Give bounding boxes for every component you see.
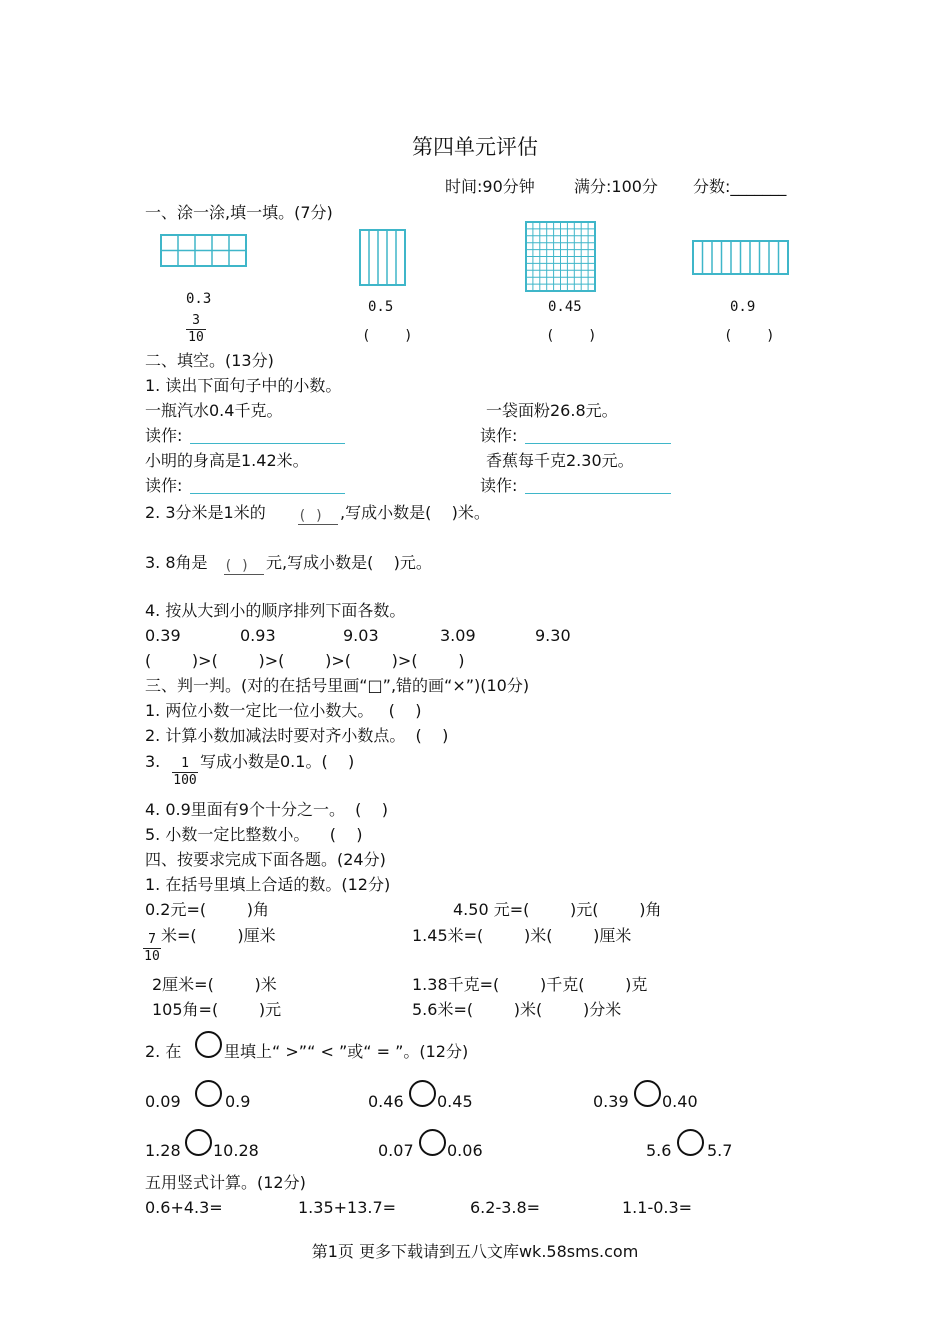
s3-question-2: 2. 计算小数加减法时要对齐小数点。 ( ) (145, 726, 449, 745)
number-item: 0.93 (240, 626, 276, 645)
figure-3-answer[interactable]: ( ) (546, 328, 597, 344)
conversion-row-1b: 4.50 元=( )元( )角 (453, 900, 662, 919)
blank-text: ( ) (224, 558, 250, 574)
read-as-label-a: 读作: (145, 426, 183, 445)
full-score-label: 满分:100分 (574, 177, 658, 196)
s2-q3-fraction-blank[interactable] (224, 558, 268, 584)
fraction-denominator: 10 (144, 949, 160, 961)
s2-q2-fraction-blank[interactable] (298, 508, 342, 534)
grid-figure-1 (160, 234, 248, 268)
s4-question-2-suffix: 里填上“ >”“ < ”或“ = ”。(12分) (224, 1042, 469, 1061)
compare-right: 0.40 (662, 1092, 698, 1111)
compare-left: 0.39 (593, 1092, 629, 1111)
s3-question-3-prefix: 3. (145, 752, 161, 771)
s3-q3-fraction (172, 757, 198, 785)
s2-q1-sentence-b: 一袋面粉26.8元。 (486, 401, 618, 420)
conversion-row-4b: 5.6米=( )米( )分米 (412, 1000, 622, 1019)
number-item: 9.30 (535, 626, 571, 645)
read-as-line-b[interactable] (525, 443, 671, 444)
fraction-numerator: 7 (148, 933, 156, 947)
s2-q1-sentence-a: 一瓶汽水0.4千克。 (145, 401, 283, 420)
compare-left: 5.6 (646, 1141, 672, 1160)
read-as-line-a[interactable] (190, 443, 345, 444)
s2-question-4: 4. 按从大到小的顺序排列下面各数。 (145, 601, 406, 620)
grid-figure-3 (525, 221, 596, 292)
conversion-row-3b: 1.38千克=( )千克( )克 (412, 975, 648, 994)
compare-circle[interactable] (195, 1080, 222, 1107)
section-5-heading: 五用竖式计算。(12分) (145, 1173, 306, 1192)
s3-question-4: 4. 0.9里面有9个十分之一。 ( ) (145, 800, 388, 819)
figure-2-answer[interactable]: ( ) (362, 328, 413, 344)
conversion-row-2a: 米=( )厘米 (161, 926, 276, 945)
s2-q1-sentence-d: 香蕉每千克2.30元。 (486, 451, 634, 470)
s2-question-3-prefix: 3. 8角是 (145, 553, 208, 572)
section-3-heading: 三、判一判。(对的在括号里画“□”,错的画“×”)(10分) (145, 676, 530, 695)
conversion-row-4a: 105角=( )元 (152, 1000, 282, 1019)
compare-left: 0.09 (145, 1092, 181, 1111)
compare-left: 1.28 (145, 1141, 181, 1160)
score-label: 分数:_______ (693, 177, 787, 196)
s3-question-3-suffix: 写成小数是0.1。( ) (200, 752, 355, 771)
compare-circle[interactable] (419, 1129, 446, 1156)
s4-r2-fraction (143, 933, 161, 961)
conversion-row-2b: 1.45米=( )米( )厘米 (412, 926, 632, 945)
figure-2-value: 0.5 (368, 299, 394, 315)
page-footer: 第1页 更多下载请到五八文库wk.58sms.com (311, 1242, 639, 1261)
read-as-line-c[interactable] (190, 493, 345, 494)
s2-q1-sentence-c: 小明的身高是1.42米。 (145, 451, 309, 470)
figure-3-value: 0.45 (548, 299, 582, 315)
grid-figure-2 (359, 229, 407, 287)
circle-icon (195, 1031, 222, 1058)
compare-right: 0.06 (447, 1141, 483, 1160)
s2-question-1: 1. 读出下面句子中的小数。 (145, 376, 342, 395)
conversion-row-3a: 2厘米=( )米 (152, 975, 277, 994)
number-item: 0.39 (145, 626, 181, 645)
figure-1-value: 0.3 (186, 291, 212, 307)
compare-left: 0.07 (378, 1141, 414, 1160)
vertical-calc-2: 1.35+13.7= (298, 1198, 397, 1217)
figure-4-value: 0.9 (730, 299, 756, 315)
compare-circle[interactable] (634, 1080, 661, 1107)
read-as-line-d[interactable] (525, 493, 671, 494)
vertical-calc-4: 1.1-0.3= (622, 1198, 693, 1217)
s4-question-2-prefix: 2. 在 (145, 1042, 182, 1061)
s4-question-1: 1. 在括号里填上合适的数。(12分) (145, 875, 391, 894)
page-title: 第四单元评估 (412, 135, 538, 159)
number-item: 9.03 (343, 626, 379, 645)
compare-left: 0.46 (368, 1092, 404, 1111)
time-label: 时间:90分钟 (445, 177, 535, 196)
compare-circle[interactable] (409, 1080, 436, 1107)
compare-right: 0.9 (225, 1092, 251, 1111)
vertical-calc-1: 0.6+4.3= (145, 1198, 223, 1217)
fraction-numerator: 1 (181, 757, 189, 771)
s2-question-3-suffix: 元,写成小数是( )元。 (266, 553, 432, 572)
compare-right: 10.28 (213, 1141, 259, 1160)
s2-question-2-prefix: 2. 3分米是1米的 (145, 503, 266, 522)
s2-question-2-suffix: ,写成小数是( )米。 (340, 503, 490, 522)
s3-question-5: 5. 小数一定比整数小。 ( ) (145, 825, 363, 844)
grid-figure-4 (692, 240, 790, 276)
compare-circle[interactable] (185, 1129, 212, 1156)
section-2-heading: 二、填空。(13分) (145, 351, 274, 370)
fraction-numerator: 3 (192, 314, 200, 328)
section-1-heading: 一、涂一涂,填一填。(7分) (145, 203, 333, 222)
fraction-denominator: 100 (173, 773, 197, 785)
fraction-denominator: 10 (188, 330, 204, 345)
blank-text: ( ) (298, 508, 324, 524)
number-item: 3.09 (440, 626, 476, 645)
figure-1-fraction (186, 314, 206, 345)
read-as-label-d: 读作: (480, 476, 518, 495)
figure-4-answer[interactable]: ( ) (724, 328, 775, 344)
read-as-label-b: 读作: (480, 426, 518, 445)
vertical-calc-3: 6.2-3.8= (470, 1198, 541, 1217)
read-as-label-c: 读作: (145, 476, 183, 495)
compare-circle[interactable] (677, 1129, 704, 1156)
compare-right: 5.7 (707, 1141, 733, 1160)
conversion-row-1a: 0.2元=( )角 (145, 900, 270, 919)
order-answer[interactable]: ( )>( )>( )>( )>( ) (145, 651, 465, 670)
s3-question-1: 1. 两位小数一定比一位小数大。 ( ) (145, 701, 422, 720)
compare-right: 0.45 (437, 1092, 473, 1111)
section-4-heading: 四、按要求完成下面各题。(24分) (145, 850, 386, 869)
